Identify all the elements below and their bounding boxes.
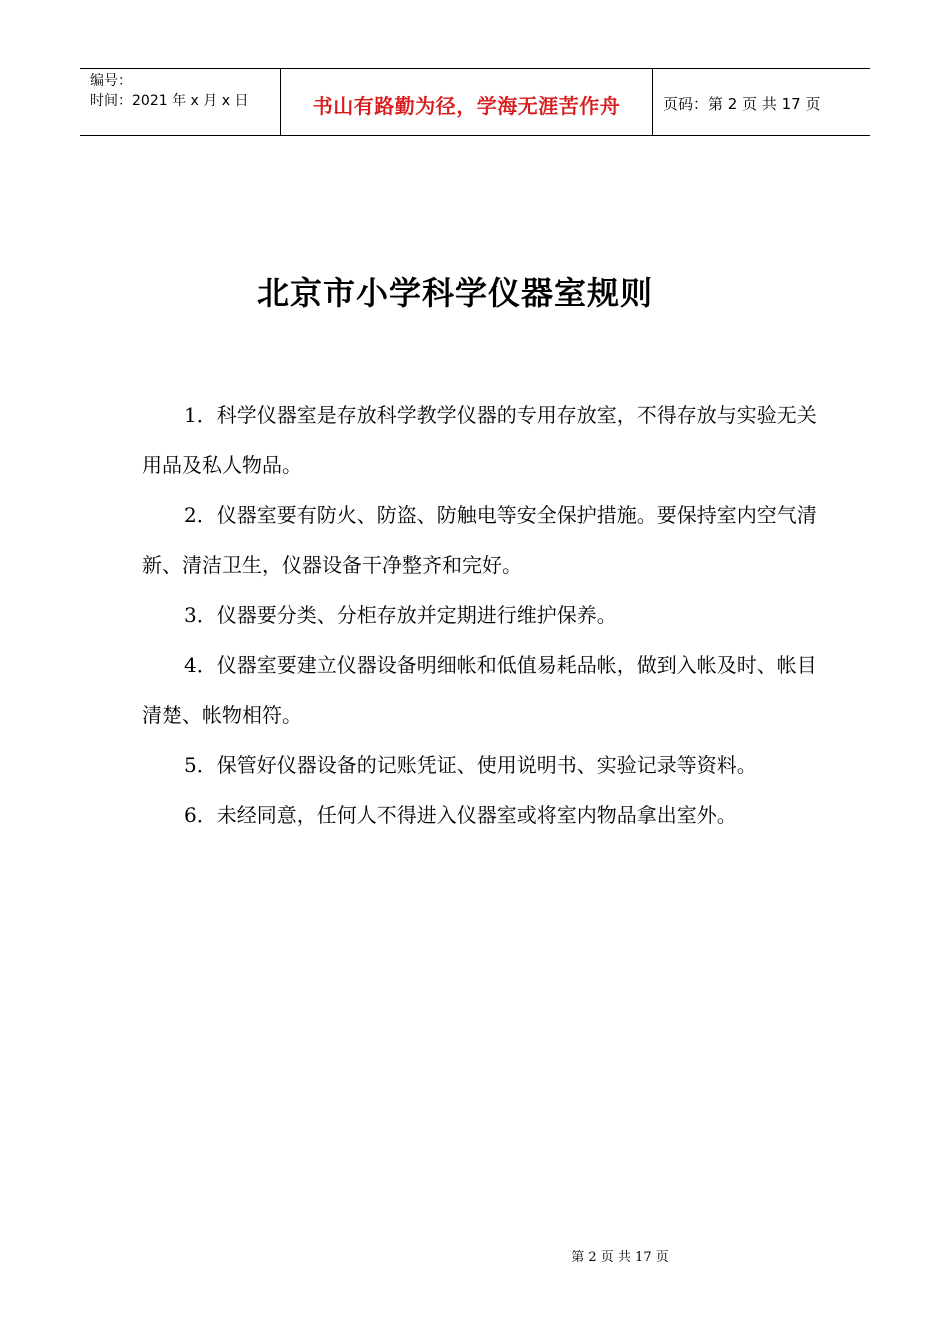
rule-paragraph-3: 3．仪器要分类、分柜存放并定期进行维护保养。 <box>184 603 617 627</box>
rule-paragraph-4: 4．仪器室要建立仪器设备明细帐和低值易耗品帐，做到入帐及时、帐目清楚、帐物相符。 <box>142 653 817 727</box>
rule-paragraph-2: 2．仪器室要有防火、防盗、防触电等安全保护措施。要保持室内空气清新、清洁卫生，仪器设备干净整齐和完好。 <box>142 503 817 577</box>
header-motto: 书山有路勤为径，学海无涯苦作舟 <box>281 69 653 135</box>
date-label: 时间：2021 年 x 月 x 日 <box>90 93 249 109</box>
document-body <box>142 390 822 840</box>
rule-paragraph-6: 6．未经同意，任何人不得进入仪器室或将室内物品拿出室外。 <box>184 803 737 827</box>
header-meta-cell <box>80 69 281 135</box>
rule-paragraph-1: 1．科学仪器室是存放科学教学仪器的专用存放室，不得存放与实验无关用品及私人物品。 <box>142 403 817 477</box>
number-label: 编号： <box>90 73 132 89</box>
rule-paragraph-5: 5．保管好仪器设备的记账凭证、使用说明书、实验记录等资料。 <box>184 753 757 777</box>
document-title: 北京市小学科学仪器室规则 <box>256 274 653 312</box>
header-table <box>80 68 870 136</box>
header-page-info: 页码：第 2 页 共 17 页 <box>663 94 821 113</box>
page-footer: 第 2 页 共 17 页 <box>571 1250 669 1265</box>
